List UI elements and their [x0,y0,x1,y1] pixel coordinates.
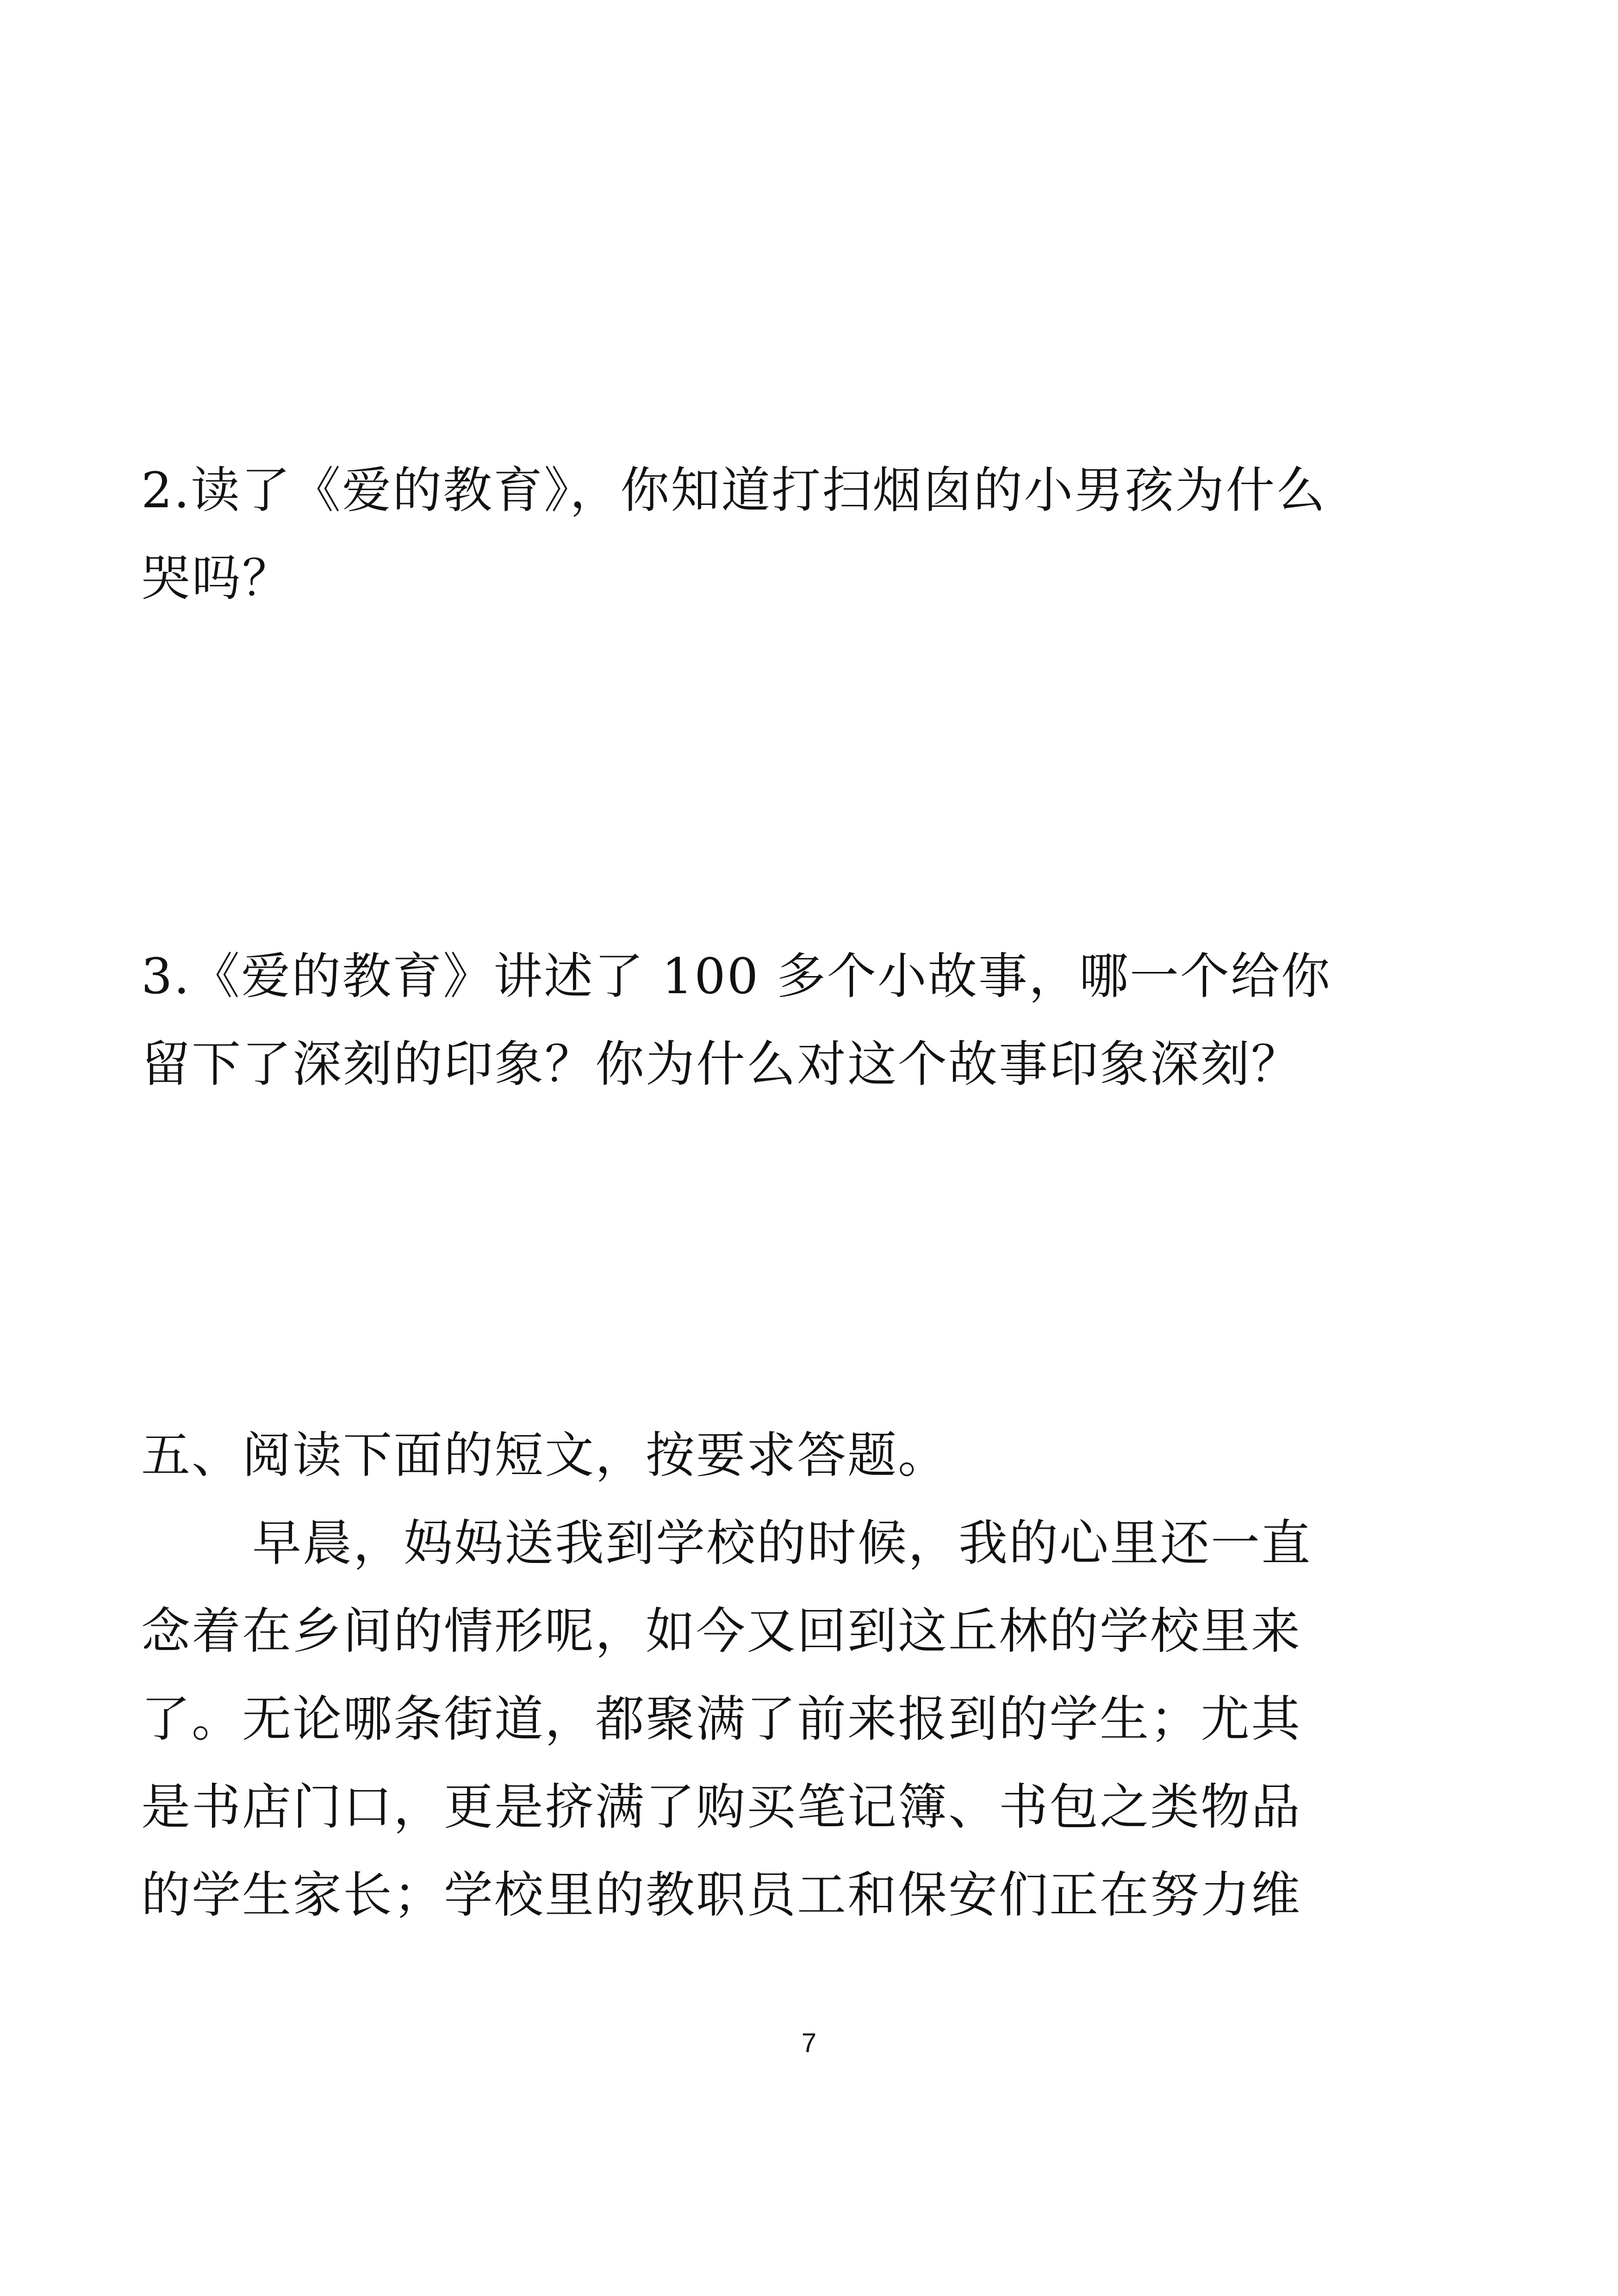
question-2-line-1: 2.读了《爱的教育》，你知道打扫烟囱的小男孩为什么 [141,462,1327,519]
page-number: 7 [801,2028,817,2058]
passage-line: 了。无论哪条街道，都聚满了前来报到的学生；尤其 [141,1691,1301,1748]
question-3-line-2: 留下了深刻的印象？你为什么对这个故事印象深刻？ [141,1036,1301,1093]
passage-line: 是书店门口，更是挤满了购买笔记簿、书包之类物品 [141,1779,1301,1836]
question-3-line-1: 3.《爱的教育》讲述了 100 多个小故事，哪一个给你 [141,948,1332,1005]
passage-line: 念着在乡间的情形呢，如今又回到这丘林的学校里来 [141,1603,1301,1660]
question-2-line-2: 哭吗？ [141,550,292,607]
passage-line: 的学生家长；学校里的教职员工和保安们正在努力维 [141,1867,1301,1923]
passage-line: 早晨，妈妈送我到学校的时候，我的心里还一直 [252,1515,1312,1572]
section-5-heading: 五、阅读下面的短文，按要求答题。 [141,1427,948,1484]
